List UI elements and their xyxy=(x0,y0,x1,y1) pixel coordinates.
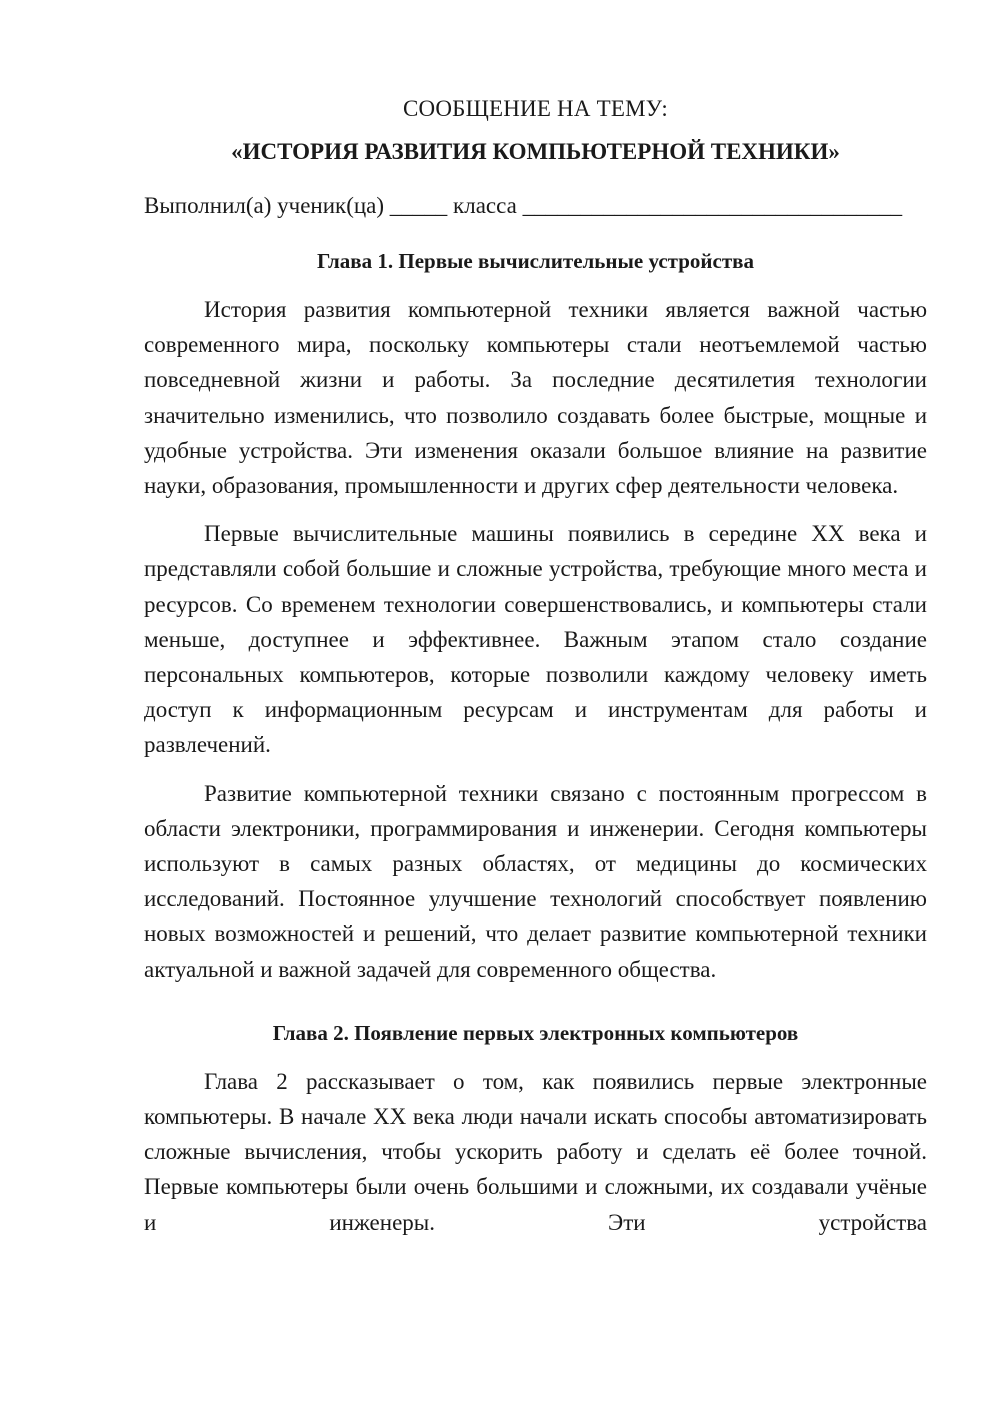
chapter1-paragraph-1: История развития компьютерной техники является важной частью современного мира, поскольку компьютеры стали неотъемлемой частью повседневной жизни и работы. За последние десятилетия технологии значительно изменились, что позволило создавать более быстрые, мощные и удобные устройства. Эти изменения оказали большое влияние на развитие науки, образования, промышленности и других сфер деятельности человека. xyxy=(144,297,927,499)
author-line: Выполнил(а) ученик(ца) _____ класса _________________________________ xyxy=(144,193,903,218)
chapter1-paragraph-2: Первые вычислительные машины появились в середине XX века и представляли собой большие и сложные устройства, требующие много места и ресурсов. Со временем технологии совершенствовались, и компьютеры стали меньше, доступнее и эффективнее. Важным этапом стало создание персональных компьютеров, которые позволили каждому человеку иметь доступ к информационным ресурсам и инструментам для работы и развлечений. xyxy=(144,521,927,758)
chapter2-heading: Глава 2. Появление первых электронных компьютеров xyxy=(272,1020,799,1045)
chapter1-heading: Глава 1. Первые вычислительные устройства xyxy=(317,249,754,273)
chapter2-paragraph-1: Глава 2 рассказывает о том, как появились первые электронные компьютеры. В начале XX века люди начали искать способы автоматизировать сложные вычисления, чтобы ускорить работу и сделать её более точной. Первые компьютеры были очень большими и сложными, их создавали учёные и инженеры. Эти устройства xyxy=(144,1068,927,1235)
document-title-line2: «ИСТОРИЯ РАЗВИТИЯ КОМПЬЮТЕРНОЙ ТЕХНИКИ» xyxy=(231,139,840,164)
chapter1-paragraph-3: Развитие компьютерной техники связано с постоянным прогрессом в области электроники, программирования и инженерии. Сегодня компьютеры используют в самых разных областях, от медицины до космических исследований. Постоянное улучшение технологий способствует появлению новых возможностей и решений, что делает развитие компьютерной техники актуальной и важной задачей для современного общества. xyxy=(144,780,927,982)
document-title-line1: СООБЩЕНИЕ НА ТЕМУ: xyxy=(403,96,668,121)
document-page xyxy=(144,92,927,1240)
